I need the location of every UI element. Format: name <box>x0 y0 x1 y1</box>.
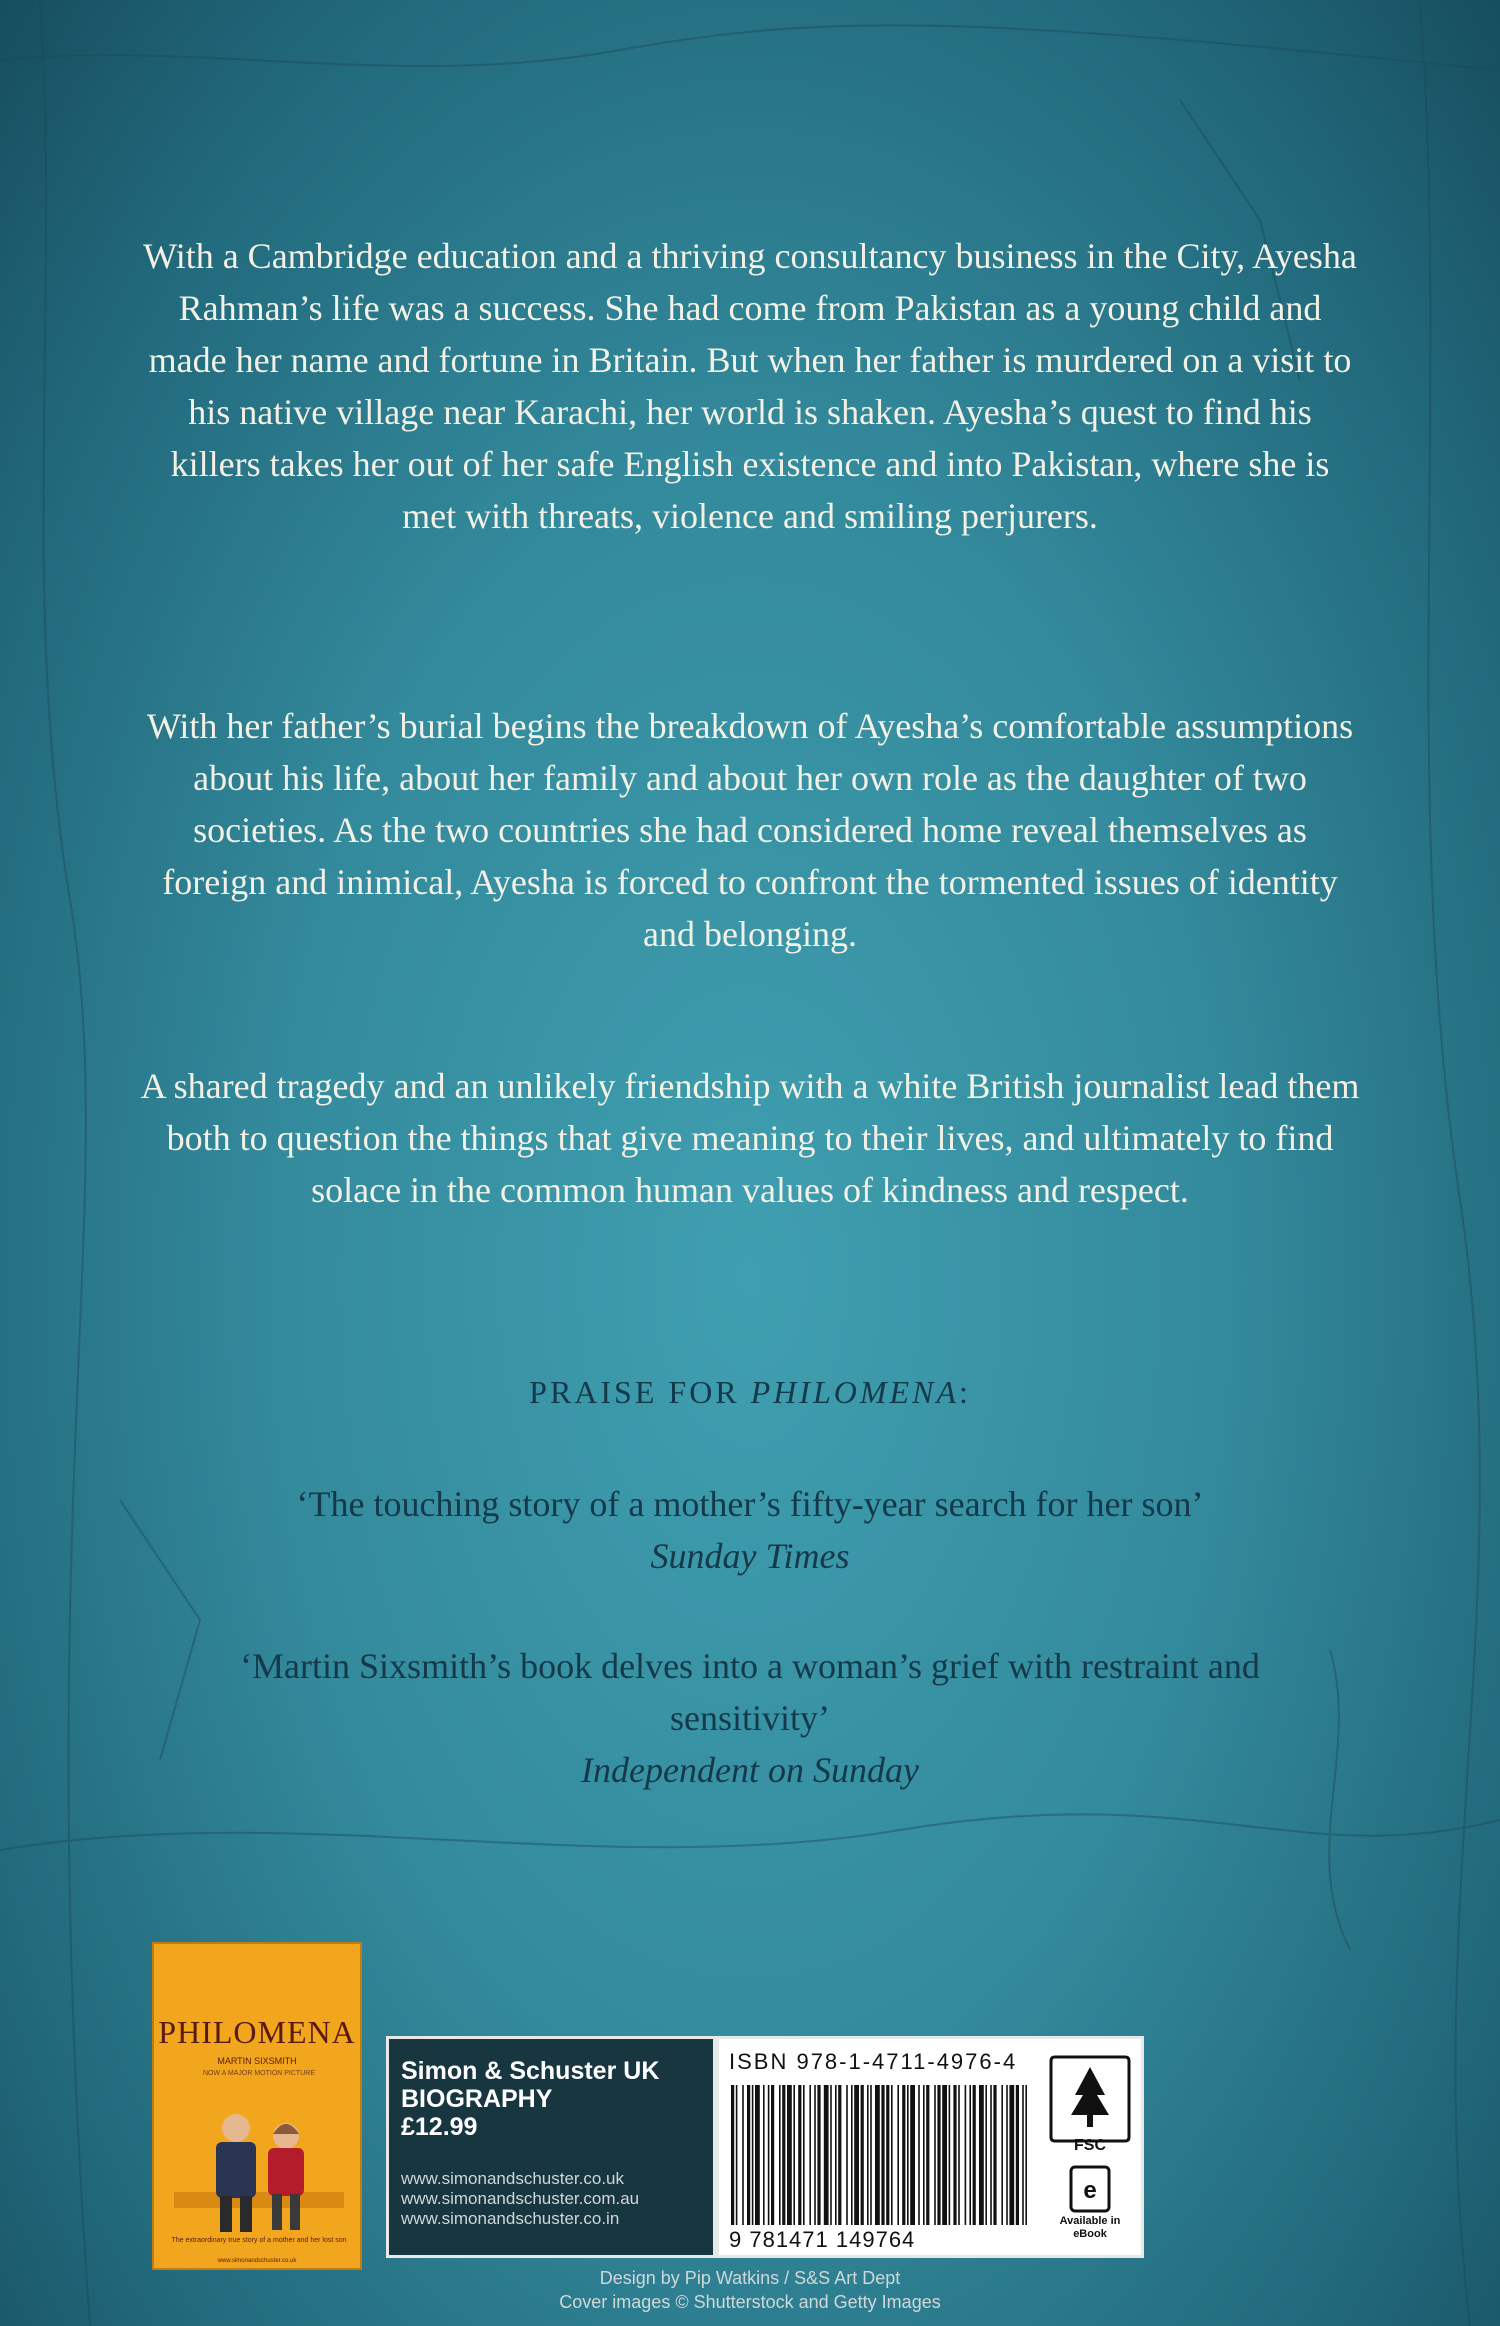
blurb-paragraph-1: With a Cambridge education and a thriving consultancy business in the City, Ayesha Rahman’s life was a success. She had come from Pakistan as a young child and made her name and fortune in Britain. But when her father is murdered on a visit to his native village near Karachi, her world is shaken. Ayesha’s quest to find his killers takes her out of her safe English existence and into Pakistan, where she is met with threats, violence and smiling perjurers. <box>143 236 1357 536</box>
thumbnail-title: PHILOMENA <box>158 2014 356 2050</box>
blurb-paragraph-3: A shared tragedy and an unlikely friendship with a white British journalist lead them both to question the things that give meaning to their lives, and ultimately to find solace in the common human values of kindness and respect. <box>140 1066 1360 1210</box>
fsc-label: FSC <box>1074 2137 1106 2154</box>
praise-heading <box>0 1374 1500 1411</box>
thumbnail-tagline: NOW A MAJOR MOTION PICTURE <box>202 2070 315 2077</box>
quote-source: Sunday Times <box>650 1536 850 1576</box>
publisher-name: Simon & Schuster UK <box>401 2057 660 2085</box>
isbn-label: ISBN 978-1-4711-4976-4 <box>729 2049 1018 2074</box>
thumbnail-author: MARTIN SIXSMITH <box>217 2056 297 2066</box>
barcode-image <box>729 2085 1033 2225</box>
credit-design: Design by Pip Watkins / S&S Art Dept <box>599 2268 901 2288</box>
design-credits <box>0 2266 1500 2314</box>
publisher-urls <box>401 2169 639 2229</box>
praise-quote-1 <box>170 1478 1330 1582</box>
quote-source: Independent on Sunday <box>581 1750 919 1790</box>
philomena-cover-thumbnail <box>152 1942 362 2270</box>
thumbnail-site: www.simonandschuster.co.uk <box>217 2258 297 2264</box>
praise-heading-prefix: PRAISE FOR <box>529 1374 751 1410</box>
blurb-paragraph-2: With her father’s burial begins the breakdown of Ayesha’s comfortable assumptions about his life, about her family and about her own role as the daughter of two societies. As the two countries she had considered home reveal themselves as foreign and inimical, Ayesha is forced to confront the tormented issues of identity and belonging. <box>146 706 1354 954</box>
praise-heading-suffix: : <box>958 1374 971 1410</box>
barcode-digits: 9 781471 149764 <box>729 2227 916 2252</box>
credit-images: Cover images © Shutterstock and Getty Images <box>559 2292 941 2312</box>
publisher-url: www.simonandschuster.co.uk <box>401 2169 624 2188</box>
publisher-box <box>386 2036 716 2258</box>
quote-text: ‘Martin Sixsmith’s book delves into a woman’s grief with restraint and sensitivity’ <box>240 1646 1260 1738</box>
publisher-url: www.simonandschuster.com.au <box>401 2189 640 2208</box>
quote-text: ‘The touching story of a mother’s fifty-year search for her son’ <box>296 1484 1204 1524</box>
publisher-url: www.simonandschuster.co.in <box>401 2209 620 2228</box>
ebook-label: Available in eBook <box>1059 2215 1121 2240</box>
praise-heading-title: PHILOMENA <box>750 1374 959 1410</box>
publisher-price: £12.99 <box>401 2113 478 2141</box>
praise-quote-2 <box>170 1640 1330 1796</box>
isbn-barcode-box <box>716 2036 1144 2258</box>
svg-text:e: e <box>1083 2177 1097 2204</box>
fsc-tree-logo-icon <box>1049 2053 1131 2145</box>
thumbnail-quote: The extraordinary true story of a mother and her lost son <box>171 2237 347 2244</box>
publisher-category: BIOGRAPHY <box>401 2085 553 2113</box>
ebook-icon <box>1069 2165 1111 2213</box>
thumbnail-photo-icon <box>174 2084 344 2234</box>
